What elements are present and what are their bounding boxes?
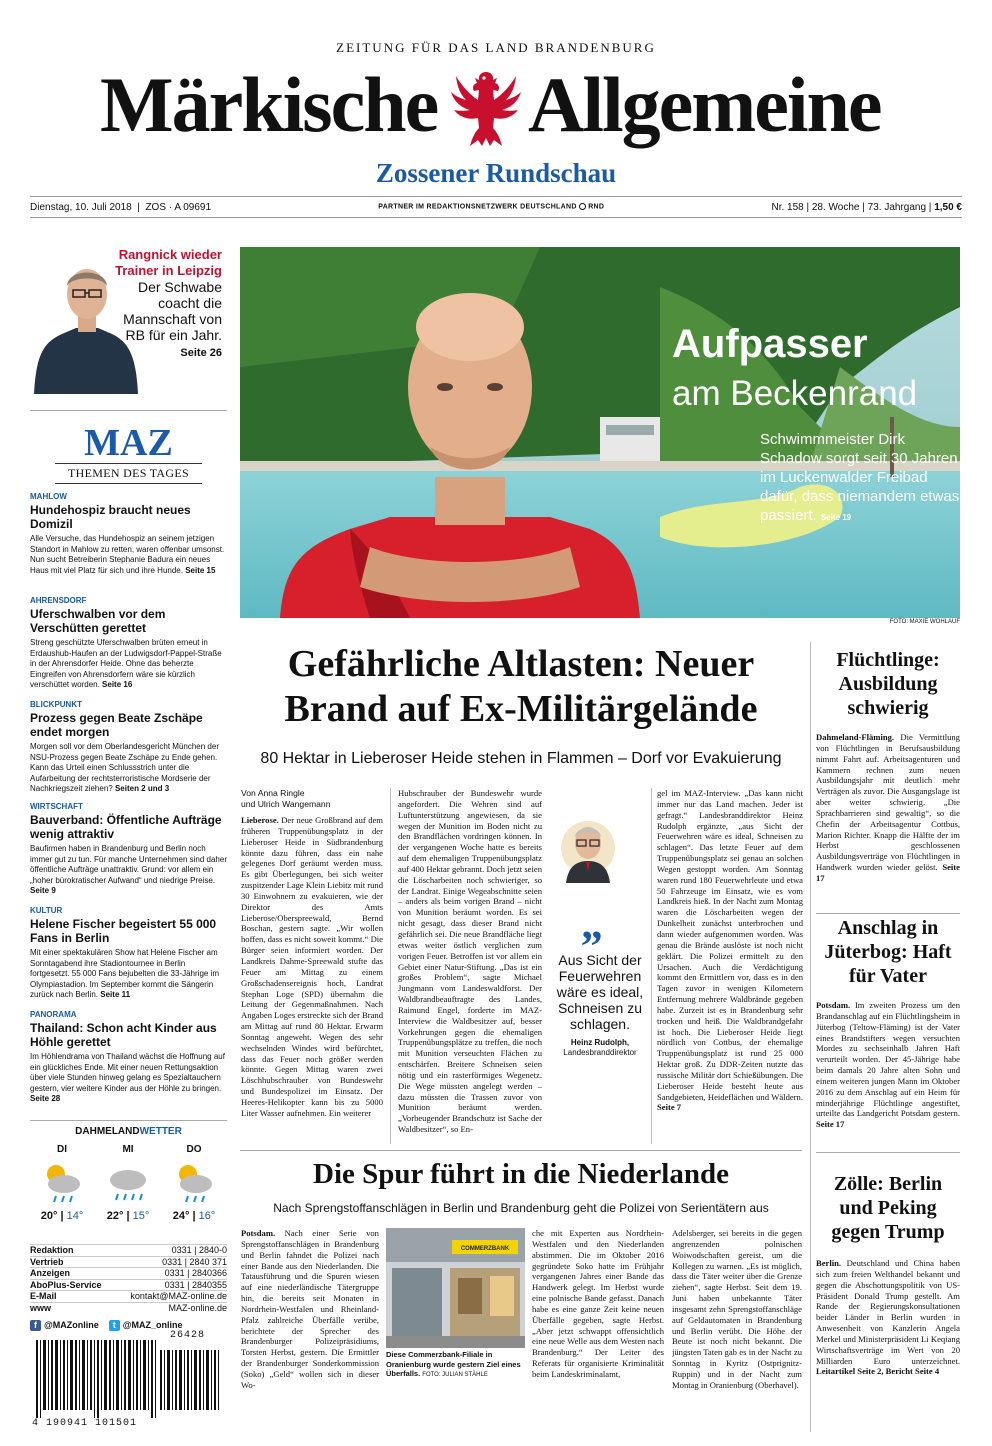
- divider: [816, 1152, 960, 1153]
- facebook-link[interactable]: [30, 1320, 99, 1331]
- contact-value[interactable]: kontakt@MAZ-online.de: [130, 1291, 227, 1301]
- teaser-text: Der Schwabe coacht die Mannschaft von RB für ein Jahr.: [123, 279, 222, 343]
- news-item-blickpunkt[interactable]: [30, 700, 227, 795]
- news-page[interactable]: Seite 9: [30, 886, 56, 896]
- issue-details: [771, 202, 962, 213]
- news-kicker: AHRENSDORF: [30, 596, 87, 605]
- heinz-rudolph-portrait: [560, 813, 616, 883]
- temp-low: 14°: [66, 1210, 84, 1222]
- divider: [30, 1120, 227, 1121]
- news-text: Alle Versuche, das Hundehospiz an seinem jetzigen Standort in Mahlow zu retten, waren offenbar umsonst. Nun sucht Betreiberin Stephanie Badura ein neues Haus mit viel Platz für sich und ihre Hunde.: [30, 534, 225, 575]
- quote-author: [548, 1038, 652, 1058]
- date-code: Dienstag, 10. Juli 2018 | ZOS · A 09691: [30, 201, 212, 213]
- bank-branch-photo[interactable]: [386, 1228, 525, 1348]
- news-headline[interactable]: Bauverband: Öffentliche Aufträge wenig attraktiv: [30, 813, 222, 841]
- news-text: Streng geschützte Uferschwalben brüten erneut in Erdaushub-Haufen an der Ludwigsdorf-Pappel-Straße in der Ahrensdorfer Heide. Ohne das beherzte Eingreifen von Ahrensdorfern wäre sie kürzlich verschüttet worden.: [30, 638, 222, 690]
- facebook-icon: f: [30, 1320, 41, 1331]
- maz-themes-title: THEMEN DES TAGES: [55, 463, 202, 484]
- main-subline: 80 Hektar in Lieberoser Heide stehen in Flammen – Dorf vor Evakuierung: [260, 750, 782, 767]
- news-headline[interactable]: Helene Fischer begeistert 55 000 Fans in Berlin: [30, 917, 217, 945]
- right-story-body: [816, 732, 960, 910]
- barcode-number: 4 190941 101501: [32, 1418, 138, 1429]
- issue-number: Nr. 158 | 28. Woche | 73. Jahrgang |: [771, 201, 932, 213]
- second-story-column-1: [241, 1228, 379, 1434]
- news-item-mahlow[interactable]: [30, 492, 227, 576]
- second-story-column-3: [672, 1228, 802, 1434]
- byline: [241, 788, 330, 810]
- news-headline[interactable]: Uferschwalben vor dem Verschütten gerettet: [30, 607, 166, 635]
- news-kicker: PANORAMA: [30, 1010, 77, 1019]
- news-body: [30, 948, 227, 1001]
- temp-high: 24°: [172, 1210, 190, 1222]
- contact-label: AboPlus-Service: [30, 1279, 102, 1290]
- news-kicker: MAHLOW: [30, 492, 67, 501]
- partner-logo: RND: [588, 203, 605, 211]
- weather-temp: 20° | 14°: [40, 1210, 84, 1222]
- news-headline[interactable]: Thailand: Schon acht Kinder aus Höhle gerettet: [30, 1021, 217, 1049]
- sun-cloud-rain-icon: [164, 1160, 224, 1208]
- second-subline: Nach Sprengstoffanschlägen in Berlin und Brandenburg geht die Polizei von Serientätern aus: [273, 1201, 769, 1215]
- news-headline[interactable]: Prozess gegen Beate Zschäpe endet morgen: [30, 711, 203, 739]
- dateline: Berlin.: [816, 1258, 842, 1268]
- main-headline-line-1: Gefährliche Altlasten: Neuer: [287, 643, 755, 685]
- column-rule: [810, 642, 811, 1432]
- column-text: Nach einer Serie von Sprengstoffanschlägen in Brandenburg und Berlin fahndet die Polizei nach einer Bande aus den Niederlanden. Die Tatausführung und die Spuren wiesen auf eine niederländische Tätergruppe hin, die bereits seit Monaten in Nordrhein-Westfalen und Rheinland-Pfalz zahlreiche Überfälle verübe, berichtete der Sprecher des Brandenburger Polizeipräsidiums, Torsten Herbst, gestern. Die Ermittler der Brandenburger Sonderkommission (Soko) „Geld“ wollen sich in dieser Wo-: [241, 1228, 379, 1390]
- contact-row: [30, 1302, 227, 1314]
- divider: [240, 1150, 802, 1151]
- temp-low: 15°: [132, 1210, 150, 1222]
- issue-info-bar: [30, 196, 962, 218]
- brandenburg-eagle-icon: [448, 66, 524, 152]
- dateline: Dahmeland-Fläming.: [816, 732, 895, 742]
- main-story-column-1: [241, 815, 383, 1145]
- issue-date: Dienstag, 10. Juli 2018: [30, 201, 132, 213]
- column-text: Der neue Großbrand auf dem früheren Truppenübungsplatz in der Lieberoser Heide in Südbrandenburg könnte dazu führen, dass ein nahe gelegenes Dorf geräumt werden muss. Es gibt Überlegungen, bei sich weiter zuspitzender Lage Klein Liebitz mit rund 30 Einwohnern zu evakuieren, wie der Direktor des Amts Lieberose/Oberspreewald, Bernd Boschan, gestern sagte. „Wir wollen hoffen, dass es nicht soweit kommt.“ Die Bürger seien informiert worden. Der Landkreis Dahme-Spreewald stufte das Feuer am Mittag zu einem Großschadensereignis hoch, Landrat Stephan Loge (SPD) übernahm die Leitung der Gegenmaßnahmen. Nach Angaben Loges erstreckte sich der Brand am Mittag auf rund 80 Hektar. Erwarm Sonntag angeweht. Wegen des sehr wechselnden Windes wird befürchtet, dass das Feuer noch größer werden könnte. Gegen Mittag waren zwei Löschhubschrauber von Bundeswehr und Bundespolizei im Einsatz. Der Heeres-Helikopter kann bis zu 5000 Liter Wasser aufnehmen. Ein weiterer: [241, 815, 383, 1118]
- dateline: Potsdam.: [241, 1228, 276, 1238]
- photo-headline-1[interactable]: Aufpasser: [672, 322, 868, 366]
- contact-row: [30, 1256, 227, 1268]
- main-story-column-3: [657, 788, 803, 1145]
- barcode: [32, 1340, 224, 1418]
- contact-label: Vertrieb: [30, 1256, 64, 1267]
- news-text: Im Höhlendrama von Thailand wächst die Hoffnung auf ein glückliches Ende. Mit einer neuen Rettungsaktion über viele Stunden hinweg gelang es Spezialtauchern gestern, vier weitere Kinder aus der Höhle zu bringen.: [30, 1052, 225, 1093]
- contact-value[interactable]: 0331 | 2840355: [164, 1279, 227, 1290]
- teaser-page[interactable]: Seite 26: [180, 347, 222, 359]
- weather-title-word: WETTER: [139, 1126, 182, 1137]
- rnd-logo-icon: [579, 203, 586, 210]
- contact-value[interactable]: MAZ-online.de: [168, 1302, 227, 1313]
- right-story-text: Die Vermittlung von Flüchtlingen in Berufsausbildung nimmt Fahrt auf. Arbeitsagenturen und Kammern rechnen zum neuen Ausbildungsjahr mit deutlich mehr Verträgen als zuvor. Die Ausgangslage ist aber weiter schwierig. „Die Sprachbarrieren sind gewaltig“, so die Chefin der Arbeitsagentur Cottbus, Marion Richter. Knapp die Hälfte der im Herbst geschlossenen Ausbildungsverträge von Flüchtlingen in Handwerk wurden wieder gelöst.: [816, 732, 960, 873]
- right-story-headline[interactable]: Flüchtlinge: Ausbildung schwierig: [836, 649, 940, 719]
- right-story-page[interactable]: Leitartikel Seite 2, Bericht Seite 4: [816, 1366, 940, 1377]
- temp-low: 16°: [198, 1210, 216, 1222]
- teaser-text-block: [100, 279, 222, 361]
- news-page[interactable]: Seiten 2 und 3: [114, 784, 170, 794]
- contact-value[interactable]: 0331 | 2840-0: [171, 1245, 227, 1255]
- contact-table: [30, 1244, 227, 1313]
- news-body: [30, 844, 227, 897]
- bank-sign: COMMERZBANK: [460, 1246, 510, 1252]
- contact-value[interactable]: 0331 | 2840 371: [162, 1256, 227, 1267]
- main-headline-line-2: Brand auf Ex-Militärgelände: [284, 688, 758, 730]
- photo-credit: FOTO: MAXIE WOHLAUF: [889, 619, 960, 625]
- weather-title-region: DAHMELAND: [75, 1126, 140, 1137]
- news-body: [30, 534, 227, 576]
- right-story-text: Im zweiten Prozess um den Brandanschlag auf ein Flüchtlingsheim in Jüterbog (Teltow-Fläming) ist der Vater eines Brandstifters wegen versuchten Mordes zu sechseinhalb Jahren Haft verurteilt worden. Der 45-Jährige habe beim damals 20 Jahre alten Sohn und einem weiteren jungen Mann im Oktober 2016 zu dem Anschlag auf ein Heim für minderjährige Flüchtlinge angestiftet, urteilte das Landgericht Potsdam gestern.: [816, 1000, 960, 1119]
- pull-quote: Aus Sicht der Feuerwehren wäre es ideal, Schneisen zu schlagen.: [556, 952, 644, 1032]
- right-story-text: Deutschland und China haben sich zum freien Welthandel bekannt und gegen die Abschottungspolitik von US-Präsident Donald Trump gestellt. Am Rande der Regierungskonsultationen beider Länder in Berlin wurden in Anwesenheit von Kanzlerin Angela Merkel und Ministerpräsident Li Keqiang Wirtschaftsverträge im Wert von 20 Milliarden Euro unterzeichnet.: [816, 1258, 960, 1366]
- column-text: gel im MAZ-Interview. „Das kann nicht immer nur das Land machen. Jeder ist gefragt.“ Landesbranddirektor Heinz Rudolph ergänzte, „aus Sicht der Feuerwehren wäre es ideal, Schneisen zu schlagen“. Das letzte Feuer auf dem Truppenübungsplatz sei genau an solchen Wegen gestoppt worden. Am Sonntag waren rund 180 Feuerwehrleute und etwa 50 Fahrzeuge im Einsatz, wie es vom Landkreis hieß. In der Nacht zum Montag waren die Löscharbeiten wegen der Dunkelheit zunächst unterbrochen und dann wieder aufgenommen worden. Was genau die Brände auslöste ist noch nicht geklärt. Die Polizei ermittelt zu den Ursachen. Auch die Verdächtigung kommt den Ermittlern vor, dass es in den Tagen zuvor in wenigen Kilometern Entfernung mehrere Waldbrände gegeben habe. Zurzeit ist es in Brandenburg sehr trocken und heiß. Die Waldbrandgefahr ist hoch. Die Lieberoser Heide liegt nördlich von Cottbus, der ehemalige Truppenübungsplatz ist rund 25 000 Hektar groß. Zu DDR-Zeiten nutzte das russische Militär dort Schießübungen. Die Lieberoser Heide besteht heute aus Sandgebieten, Heideflächen und Wäldern.: [657, 788, 803, 1102]
- masthead-tagline: ZEITUNG FÜR DAS LAND BRANDENBURG: [336, 40, 656, 55]
- photo-teaser: [760, 430, 960, 527]
- dateline: Lieberose.: [241, 815, 279, 825]
- quote-mark-icon: „: [581, 899, 603, 948]
- photo-headline-2[interactable]: am Beckenrand: [672, 374, 918, 413]
- cloud-rain-icon: [98, 1160, 158, 1208]
- maz-logo: MAZ: [84, 422, 173, 464]
- contact-label: www: [30, 1302, 52, 1313]
- quote-author-role: Landesbranddirektor: [563, 1048, 637, 1057]
- photo-teaser-text: Schwimmmeister Dirk Schadow sorgt seit 30 Jahren im Luckenwalder Freibad dafür, dass niemandem etwas passiert.: [760, 431, 960, 524]
- column-text: che mit Experten aus Nordrhein-Westfalen und den Niederlanden abstimmen. Die im Oktober 2016 gegründete Soko hatte im Frühjahr vergangenen Jahres einer Bande das Handwerk gelegt. Im Herbst wurde eine polnische Bande gefasst. Danach habe es eine ganze Zeit keine neuen Überfälle gegeben, sagte Herbst. „Aber jetzt schwappt offensichtlich eine neue Welle aus dem Westen nach Brandenburg.“ Der Leiter des Referats für organisierte Kriminalität beim Landeskriminalamt,: [532, 1228, 664, 1379]
- news-item-kultur[interactable]: [30, 906, 227, 1001]
- right-story-body: [816, 1000, 960, 1148]
- column-page[interactable]: Seite 7: [657, 1102, 682, 1113]
- edition-name: Zossener Rundschau: [375, 158, 617, 188]
- contact-row: [30, 1279, 227, 1291]
- news-body: [30, 1052, 227, 1105]
- masthead-title-right: Allgemeine: [528, 61, 881, 148]
- byline-line-1: Von Anna Ringle: [241, 788, 305, 798]
- news-kicker: WIRTSCHAFT: [30, 802, 83, 811]
- news-text: Baufirmen haben in Brandenburg und Berlin noch immer gut zu tun. Für manche Unternehmen sind daher öffentliche Aufträge unattraktiv. Grund: vor allem ein „hoher bürokratischer Aufwand“ und niedrige Preise.: [30, 844, 227, 885]
- news-item-panorama[interactable]: [30, 1010, 227, 1105]
- photo-caption: [386, 1350, 530, 1381]
- news-page[interactable]: Seite 15: [185, 565, 216, 575]
- contact-row: [30, 1244, 227, 1256]
- news-item-wirtschaft[interactable]: [30, 802, 227, 897]
- price: 1,50 €: [934, 201, 962, 213]
- right-story-page[interactable]: Seite 17: [816, 1119, 845, 1130]
- twitter-icon: t: [109, 1320, 120, 1331]
- photo-teaser-page[interactable]: Seite 19: [820, 513, 852, 522]
- news-body: [30, 638, 227, 691]
- right-story-headline[interactable]: Anschlag in Jüterbog: Haft für Vater: [824, 917, 952, 987]
- temp-high: 22°: [106, 1210, 124, 1222]
- contact-label: E-Mail: [30, 1291, 57, 1301]
- weather-day: DI: [57, 1144, 67, 1155]
- weather-temp: 24° | 16°: [172, 1210, 216, 1222]
- weather-day: DO: [186, 1144, 202, 1155]
- column-text: Hubschrauber der Bundeswehr wurde angefordert. Die Wehren sind auf Luftunterstützung angewiesen, da sie wegen der Munition im Boden nicht zu den Brandflächen vordringen können. In der vergangenen Woche hatte es bereits auf dem ehemaligen Truppenübungsplatz auf 400 Hektar gebrannt. Doch jetzt seien die Löscharbeiten noch schwieriger, so der Landrat. Einige Wegeabschnitte seien – anders als beim vorigen Brand – nicht von Munition beräumt worden. Es sei nicht gesagt, dass dieser Brand nicht gefährlich sei. Die neue Brandfläche liegt etwas weiter östlich verglichen zum vorigen Feuer. Betroffen ist vor allem ein Gebiet einer Natur-Stiftung. „Das ist ein großes Problem“, sagte Michael Jungmann vom Landeswaldforst. Der Waldbrandbeauftragte des Landes, Raimund Engel, forderte im MAZ-Interview die Waldbesitzer auf, besser Vorkehrungen gegen die ehemaligen Truppenübungsplätze zu treffen, die noch mit Munition verseuchten Flächen zu entschärfen. Breitere Schneisen seien nötig und ein rasterförmiges Wegenetz. Die Wege müssten angelegt werden – dazu müssten die Trassen zuvor von Munition beräumt werden. „Vorbeugender Brandschutz ist Sache der Waldbesitzer“, so En-: [398, 788, 542, 1135]
- news-body: [30, 742, 227, 795]
- contact-row: [30, 1290, 227, 1302]
- news-text: Mit einer spektakulären Show hat Helene Fischer am Sonntagabend ihre Stadiontournee in Berlin fortgesetzt. 55 000 Fans bejubelten die 33-Jährige im Olympiastadion. Im September kommt die Sängerin zurück nach Berlin.: [30, 948, 220, 1000]
- main-story-column-2: [398, 788, 542, 1145]
- contact-label: Anzeigen: [30, 1268, 71, 1278]
- masthead-title-left: Märkische: [100, 61, 438, 148]
- weather-title: [30, 1126, 227, 1137]
- divider: [816, 913, 960, 914]
- partner-line: [378, 203, 604, 210]
- news-page[interactable]: Seite 16: [102, 680, 133, 690]
- contact-row: [30, 1267, 227, 1279]
- column-rule: [390, 788, 391, 1144]
- divider: [30, 410, 227, 411]
- facebook-handle: @MAZonline: [44, 1320, 99, 1330]
- news-page[interactable]: Seite 11: [100, 990, 131, 1000]
- partner-text: PARTNER IM REDAKTIONSNETZWERK DEUTSCHLAND: [378, 203, 577, 211]
- contact-label: Redaktion: [30, 1245, 74, 1255]
- twitter-handle: @MAZ_online: [122, 1320, 183, 1330]
- byline-line-2: und Ulrich Wangemann: [241, 799, 331, 809]
- right-story-body: [816, 1258, 960, 1408]
- news-text: Morgen soll vor dem Oberlandesgericht München der NSU-Prozess gegen Beate Zschäpe zu Ende gehen. Kann das Urteil einen Schlussstrich unter die Aufarbeitung der rechtsterroristische Mordserie der Nachkriegszeit ziehen?: [30, 742, 219, 794]
- dateline: Potsdam.: [816, 1000, 851, 1010]
- weather-temp: 22° | 15°: [106, 1210, 150, 1222]
- right-story-page[interactable]: Seite 17: [816, 862, 960, 883]
- caption-credit: FOTO: JULIAN STÄHLE: [422, 1372, 488, 1378]
- news-item-ahrensdorf[interactable]: [30, 596, 227, 691]
- sun-cloud-rain-icon: [32, 1160, 92, 1208]
- left-news-list: [30, 492, 227, 1112]
- second-story-column-2: [532, 1228, 664, 1434]
- column-text: Adelsberger, sei bereits in die gegen angrenzenden polnischen Woiwodschaften gereist, um die Kollegen zu warnen. „Es ist möglich, dass die Täter weiter über die Grenze ziehen“, sagte Herbst. Seit dem 19. Juni haben unbekannte Täter insgesamt zehn Sprengstoffanschläge auf Geldautomaten in Brandenburg und Berlin verübt. Die Höhe der Beute ist noch nicht bekannt. Die jüngsten Taten gab es in der Nacht zu Sonntag in Kyritz (Ostprignitz-Ruppin) und in der Nacht zum Montag in Oranienburg (Oberhavel).: [672, 1228, 802, 1390]
- news-kicker: KULTUR: [30, 906, 63, 915]
- news-headline[interactable]: Hundehospiz braucht neues Domizil: [30, 503, 191, 531]
- weather-day: MI: [122, 1144, 134, 1155]
- contact-value[interactable]: 0331 | 2840366: [164, 1268, 227, 1278]
- edition-code: ZOS · A 09691: [145, 201, 212, 213]
- barcode-side-number: 26428: [170, 1330, 206, 1341]
- caption-text: Diese Commerzbank-Filiale in Oranienburg wurde gestern Ziel eines Überfalls.: [386, 1350, 521, 1378]
- temp-high: 20°: [40, 1210, 58, 1222]
- quote-author-name: Heinz Rudolph,: [570, 1038, 630, 1047]
- teaser-headline[interactable]: Rangnick wieder Trainer in Leipzig: [115, 247, 222, 278]
- column-rule: [651, 788, 652, 1144]
- second-headline[interactable]: Die Spur führt in die Niederlande: [313, 1158, 729, 1190]
- news-kicker: BLICKPUNKT: [30, 700, 82, 709]
- right-story-headline[interactable]: Zölle: Berlin und Peking gegen Trump: [831, 1173, 945, 1243]
- news-page[interactable]: Seite 28: [30, 1094, 61, 1104]
- main-headline[interactable]: [240, 642, 802, 732]
